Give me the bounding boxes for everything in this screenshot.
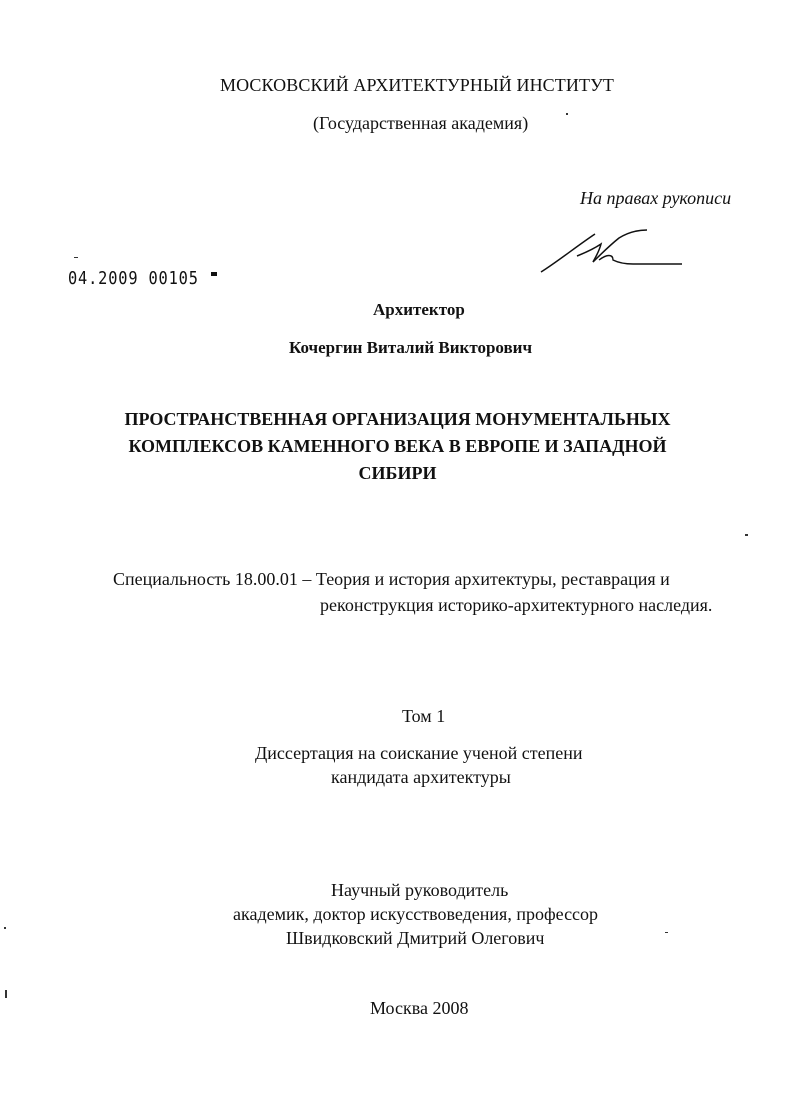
specialty-line-2: реконструкция историко-архитектурного наследия. <box>320 595 713 615</box>
scan-speck <box>745 534 748 536</box>
dissertation-line-2: кандидата архитектуры <box>331 767 511 787</box>
archive-mark <box>211 272 217 276</box>
scan-speck <box>665 932 668 933</box>
manuscript-note: На правах рукописи <box>580 188 732 208</box>
scan-speck <box>566 113 568 115</box>
dissertation-line-1: Диссертация на соискание ученой степени <box>255 743 583 763</box>
author-signature-icon <box>537 224 687 280</box>
supervisor-label: Научный руководитель <box>331 880 509 900</box>
scan-speck <box>4 927 6 929</box>
thesis-title: ПРОСТРАНСТВЕННАЯ ОРГАНИЗАЦИЯ МОНУМЕНТАЛЬНЫХ КОМПЛЕКСОВ КАМЕННОГО ВЕКА В ЕВРОПЕ И ЗАПАДНОЙ СИБИРИ <box>124 409 671 483</box>
supervisor-name: Швидковский Дмитрий Олегович <box>286 928 545 948</box>
archive-number: 04.2009 00105 <box>68 268 199 289</box>
scan-speck <box>5 990 7 998</box>
institute-name: МОСКОВСКИЙ АРХИТЕКТУРНЫЙ ИНСТИТУТ <box>220 75 615 95</box>
author-name: Кочергин Виталий Викторович <box>289 338 533 357</box>
specialty-line-1: Специальность 18.00.01 – Теория и история архитектуры, реставрация и <box>113 569 670 589</box>
author-role: Архитектор <box>373 300 465 319</box>
supervisor-degree: академик, доктор искусствоведения, профессор <box>233 904 599 924</box>
scan-speck <box>74 257 78 258</box>
volume-label: Том 1 <box>402 706 446 726</box>
city-year: Москва 2008 <box>370 998 469 1018</box>
academy-subtitle: (Государственная академия) <box>313 113 529 133</box>
